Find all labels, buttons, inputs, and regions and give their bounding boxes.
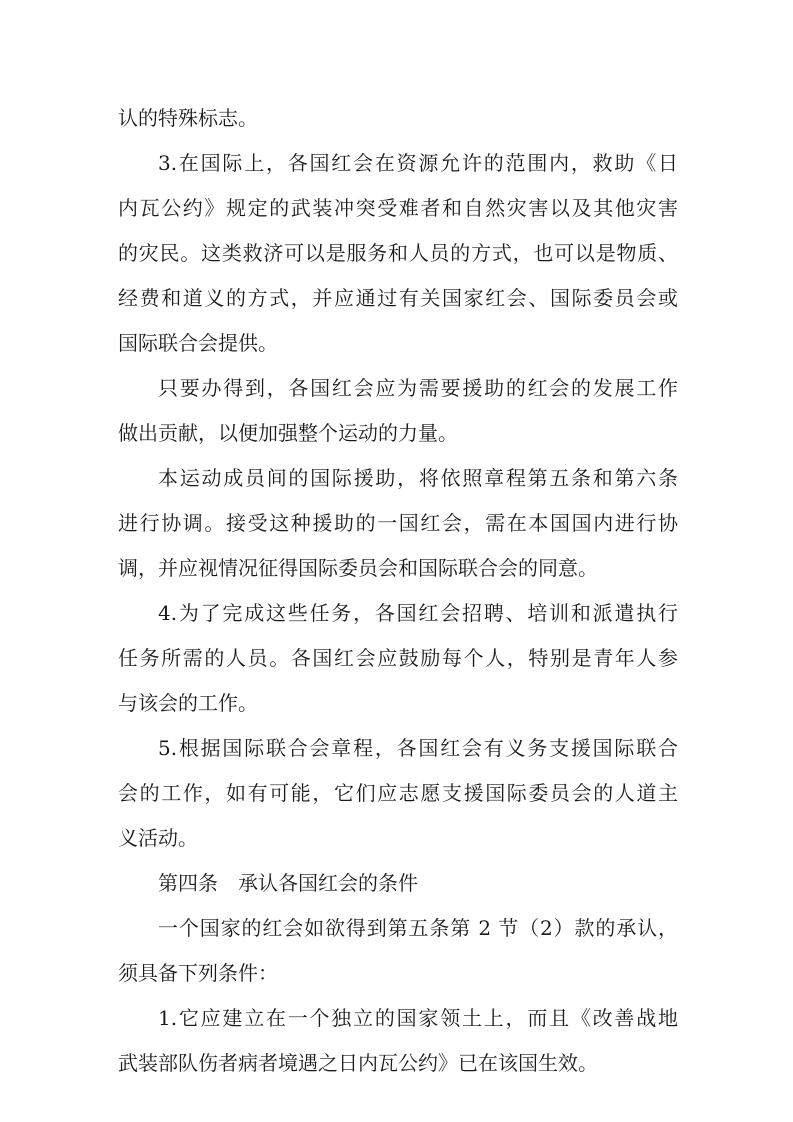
section-title: 第四条 承认各国红会的条件 [158, 871, 418, 895]
paragraph-conditions [118, 906, 678, 996]
text-line: 内瓦公约》规定的武装冲突受难者和自然灾害以及其他灾害 [118, 196, 678, 220]
text-line: 调，并应视情况征得国际委员会和国际联合会的同意。 [118, 556, 598, 580]
text-line: 会的工作，如有可能，它们应志愿支援国际委员会的人道主 [118, 781, 678, 805]
text-line: 只要办得到，各国红会应为需要援助的红会的发展工作 [158, 376, 678, 400]
text-line: 1.它应建立在一个独立的国家领土上，而且《改善战地 [158, 1006, 678, 1030]
text-line: 做出贡献，以便加强整个运动的力量。 [118, 421, 458, 445]
text-line: 3.在国际上，各国红会在资源允许的范围内，救助《日 [158, 151, 678, 175]
text-line: 国际联合会提供。 [118, 331, 278, 355]
text-line: 任务所需的人员。各国红会应鼓励每个人，特别是青年人参 [118, 646, 678, 670]
text-line: 经费和道义的方式，并应通过有关国家红会、国际委员会或 [118, 286, 678, 310]
text-line: 4.为了完成这些任务，各国红会招聘、培训和派遣执行 [158, 601, 678, 625]
text-line: 须具备下列条件： [118, 961, 278, 985]
text-line: 与该会的工作。 [118, 691, 258, 715]
paragraph-item-4 [118, 591, 678, 726]
document-page [118, 96, 678, 1086]
paragraph-item-5 [118, 726, 678, 861]
text-line: 武装部队伤者病者境遇之日内瓦公约》已在该国生效。 [118, 1051, 598, 1075]
text-line: 义活动。 [118, 826, 198, 850]
article-heading [118, 861, 678, 906]
paragraph-continuation [118, 96, 678, 141]
paragraph-coordination [118, 456, 678, 591]
paragraph-item-3 [118, 141, 678, 366]
text-line: 进行协调。接受这种援助的一国红会，需在本国国内进行协 [118, 511, 678, 535]
text-line: 认的特殊标志。 [118, 106, 258, 130]
paragraph-condition-1 [118, 996, 678, 1086]
paragraph-development [118, 366, 678, 456]
text-line: 的灾民。这类救济可以是服务和人员的方式，也可以是物质、 [118, 241, 678, 265]
text-line: 5.根据国际联合会章程，各国红会有义务支援国际联合 [158, 736, 678, 760]
text-line: 一个国家的红会如欲得到第五条第 2 节（2）款的承认， [158, 916, 678, 940]
text-line: 本运动成员间的国际援助，将依照章程第五条和第六条 [158, 466, 678, 490]
